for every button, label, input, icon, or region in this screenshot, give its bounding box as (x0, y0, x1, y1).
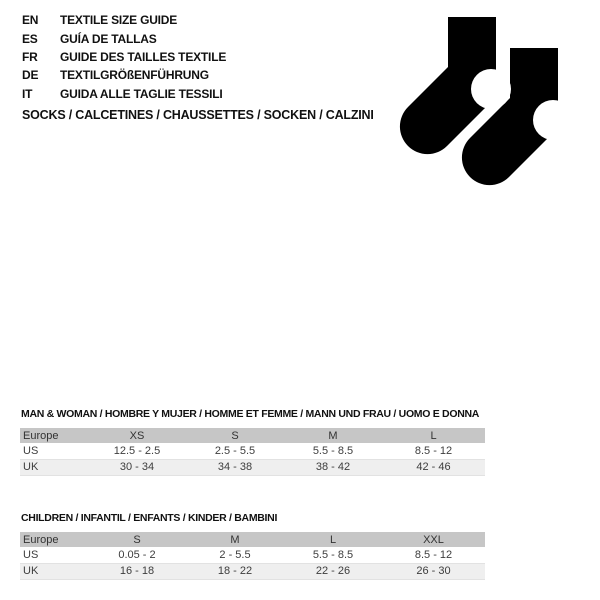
table-row-us (20, 443, 485, 459)
size-value: 12.5 - 2.5 (113, 444, 161, 457)
category-heading: SOCKS / CALCETINES / CHAUSSETTES / SOCKEN / CALZINI (22, 108, 374, 122)
size-value: 8.5 - 12 (414, 444, 453, 457)
column-header-size: M (230, 533, 240, 546)
region-label: US (23, 444, 39, 457)
size-value: 2 - 5.5 (219, 548, 251, 561)
size-value: 2.5 - 5.5 (214, 444, 256, 457)
table-title-man-woman: MAN & WOMAN / HOMBRE Y MUJER / HOMME ET FEMME / MANN UND FRAU / UOMO E DONNA (21, 408, 480, 420)
size-value: 16 - 18 (119, 565, 155, 577)
table-header-row (20, 532, 485, 547)
size-value: 34 - 38 (217, 461, 253, 473)
size-table-children (20, 532, 485, 580)
language-title-block (22, 11, 226, 103)
table-row-uk (20, 563, 485, 579)
table-header-row (20, 428, 485, 443)
column-header-europe: Europe (23, 429, 59, 442)
column-header-size: S (231, 429, 239, 442)
column-header-size: L (430, 429, 437, 442)
table-row-us (20, 547, 485, 563)
language-row-es (22, 29, 226, 47)
column-header-size: XXL (423, 533, 444, 546)
column-header-europe: Europe (23, 533, 59, 546)
column-header-size: L (329, 533, 337, 546)
size-value: 5.5 - 8.5 (312, 444, 354, 457)
column-header-size: XS (129, 429, 145, 442)
language-code: ES (22, 31, 38, 46)
language-row-it (22, 85, 226, 103)
region-label: UK (23, 461, 39, 473)
language-row-fr (22, 48, 226, 66)
size-value: 38 - 42 (315, 461, 351, 473)
language-row-en (22, 11, 226, 29)
region-label: US (23, 548, 39, 561)
language-label: TEXTILGRÖßENFÜHRUNG (60, 68, 209, 83)
size-value: 26 - 30 (416, 565, 451, 577)
table-row-uk (20, 459, 485, 475)
size-table-man-woman (20, 428, 485, 476)
language-label: TEXTILE SIZE GUIDE (60, 13, 178, 28)
size-value: 8.5 - 12 (414, 548, 453, 561)
language-code: DE (22, 68, 39, 83)
language-label: GUIDE DES TAILLES TEXTILE (60, 49, 227, 64)
region-label: UK (23, 565, 39, 577)
column-header-size: S (133, 533, 141, 546)
language-code: FR (22, 49, 38, 64)
language-row-de (22, 66, 226, 84)
size-value: 22 - 26 (315, 565, 351, 577)
size-value: 0.05 - 2 (118, 548, 156, 561)
language-code: IT (22, 86, 33, 101)
language-label: GUIDA ALLE TAGLIE TESSILI (60, 86, 223, 101)
language-code: EN (22, 13, 39, 28)
size-value: 18 - 22 (217, 565, 253, 577)
column-header-size: M (328, 429, 338, 442)
size-value: 42 - 46 (416, 461, 451, 473)
table-title-children: CHILDREN / INFANTIL / ENFANTS / KINDER / BAMBINI (21, 512, 278, 524)
size-value: 30 - 34 (119, 461, 155, 473)
socks-icon (398, 15, 578, 191)
size-value: 5.5 - 8.5 (312, 548, 354, 561)
language-label: GUÍA DE TALLAS (60, 31, 157, 46)
